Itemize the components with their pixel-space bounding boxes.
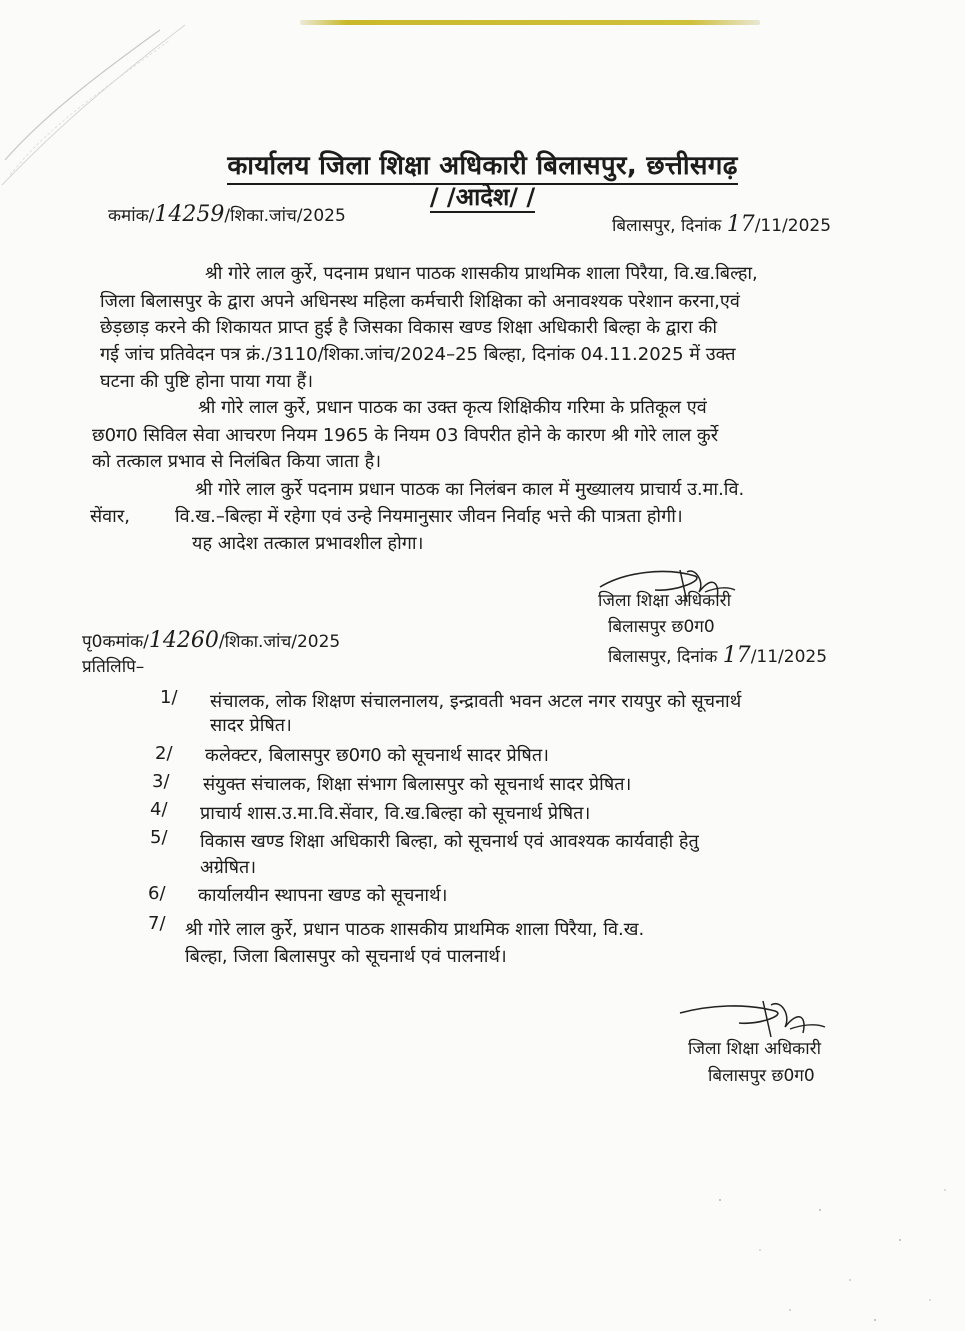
copy-number: 5/ [150, 827, 168, 848]
copy-text: प्राचार्य शास.उ.मा.वि.सेंवार, वि.ख.बिल्हा को सूचनार्थ प्रेषित। [200, 803, 591, 824]
body-line: छेड़छाड़ करने की शिकायत प्राप्त हुई है जिसका विकास खण्ड शिक्षा अधिकारी बिल्हा के द्वारा की [100, 317, 718, 338]
copy-number: 6/ [148, 883, 166, 904]
body-line: श्री गोरे लाल कुर्रे, प्रधान पाठक का उक्त कृत्य शिक्षिकीय गरिमा के प्रतिकूल एवं [198, 397, 707, 418]
signatory-place: बिलासपुर छ0ग0 [708, 1066, 815, 1086]
copy-text: संयुक्त संचालक, शिक्षा संभाग बिलासपुर को सूचनार्थ सादर प्रेषित। [203, 774, 632, 795]
copy-number: 4/ [150, 799, 168, 820]
body-line: यह आदेश तत्काल प्रभावशील होगा। [192, 533, 424, 554]
reference-number: कमांक/14259/शिका.जांच/2025 [108, 202, 346, 227]
copy-number: 7/ [148, 913, 166, 934]
signatory-place: बिलासपुर छ0ग0 [608, 617, 715, 637]
copy-text: संचालक, लोक शिक्षण संचालनालय, इन्द्रावती भवन अटल नगर रायपुर को सूचनार्थ [210, 691, 742, 712]
copy-label: प्रतिलिपि– [82, 657, 145, 677]
scan-speckles [700, 1170, 960, 1330]
copy-text: श्री गोरे लाल कुर्रे, प्रधान पाठक शासकीय प्राथमिक शाला पिरैया, वि.ख. [185, 919, 645, 940]
body-line: छ0ग0 सिविल सेवा आचरण नियम 1965 के नियम 03 विपरीत होने के कारण श्री गोरे लाल कुर्रे [92, 425, 719, 446]
body-line: को तत्काल प्रभाव से निलंबित किया जाता है। [92, 451, 382, 472]
endorsement-number: पृ0कमांक/14260/शिका.जांच/2025 [82, 628, 341, 653]
body-line: सेंवार, [90, 506, 130, 527]
reference-date: बिलासपुर, दिनांक 17/11/2025 [612, 212, 832, 237]
signature-date: बिलासपुर, दिनांक 17/11/2025 [608, 643, 828, 668]
body-line: श्री गोरे लाल कुर्रे, पदनाम प्रधान पाठक शासकीय प्राथमिक शाला पिरैया, वि.ख.बिल्हा, [205, 263, 758, 284]
body-line: घटना की पुष्टि होना पाया गया हैं। [100, 371, 314, 392]
copy-number: 3/ [152, 771, 170, 792]
copy-text: सादर प्रेषित। [210, 715, 292, 736]
scan-edge-strip [300, 20, 760, 25]
copy-text: विकास खण्ड शिक्षा अधिकारी बिल्हा, को सूचनार्थ एवं आवश्यक कार्यवाही हेतु [200, 831, 699, 852]
body-line: जिला बिलासपुर के द्वारा अपने अधिनस्थ महिला कर्मचारी शिक्षिका को अनावश्यक परेशान करना,एवं [100, 291, 740, 312]
signatory-title: जिला शिक्षा अधिकारी [688, 1039, 821, 1059]
body-line: श्री गोरे लाल कुर्रे पदनाम प्रधान पाठक का निलंबन काल में मुख्यालय प्राचार्य उ.मा.वि. [195, 479, 745, 500]
copy-text: कलेक्टर, बिलासपुर छ0ग0 को सूचनार्थ सादर प्रेषित। [205, 745, 549, 766]
body-line: गई जांच प्रतिवेदन पत्र क्रं./3110/शिका.जांच/2024–25 बिल्हा, दिनांक 04.11.2025 में उक्त [100, 344, 736, 365]
copy-number: 1/ [160, 687, 178, 708]
order-heading: / /आदेश/ / [429, 183, 536, 211]
office-heading: कार्यालय जिला शिक्षा अधिकारी बिलासपुर, छत्तीसगढ़ [0, 146, 965, 182]
copy-text: अग्रेषित। [200, 857, 257, 878]
copy-number: 2/ [155, 743, 173, 764]
body-line: वि.ख.–बिल्हा में रहेगा एवं उन्हे नियमानुसार जीवन निर्वाह भत्ते की पात्रता होगी। [175, 506, 683, 527]
copy-text: कार्यालयीन स्थापना खण्ड को सूचनार्थ। [198, 885, 448, 906]
copy-text: बिल्हा, जिला बिलासपुर को सूचनार्थ एवं पालनार्थ। [185, 946, 507, 967]
signatory-title: जिला शिक्षा अधिकारी [598, 591, 731, 611]
